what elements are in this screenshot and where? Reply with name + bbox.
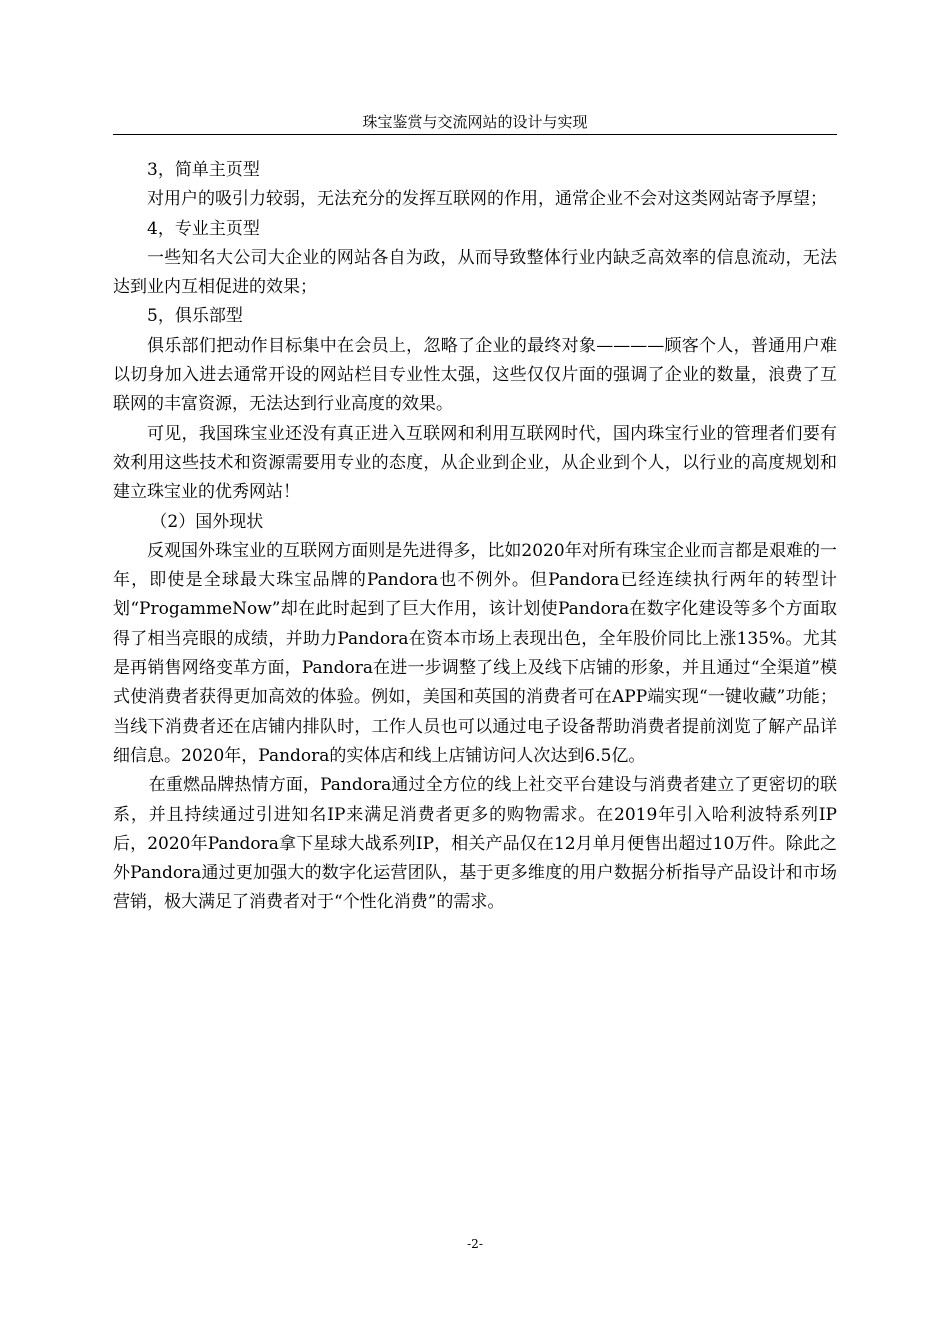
heading-foreign-status: （2）国外现状 xyxy=(150,511,264,532)
page-header xyxy=(113,110,837,135)
paragraph-pandora-digital: 反观国外珠宝业的互联网方面则是先进得多，比如2020年对所有珠宝企业而言都是艰难的一年，即使是全球最大珠宝品牌的Pandora也不例外。但Pandora已经连续执行两年的转型计划“ProgammeNow”却在此时起到了巨大作用，该计划使Pandora在数字化建设等多个方面取得了相当亮眼的成绩，并助力Pandora在资本市场上表现出色，全年股价同比上涨135%。尤其是再销售网络变革方面，Pandora在进一步调整了线上及线下店铺的形象，并且通过“全渠道”模式使消费者获得更加高效的体验。例如，美国和英国的消费者可在APP端实现“一键收藏”功能；当线下消费者还在店铺内排队时，工作人员也可以通过电子设备帮助消费者提前浏览了解产品详细信息。2020年，Pandora的实体店和线上店铺访问人次达到6.5亿。 xyxy=(113,540,837,766)
paragraph-simple-homepage: 对用户的吸引力较弱，无法充分的发挥互联网的作用，通常企业不会对这类网站寄予厚望； xyxy=(147,189,827,210)
heading-simple-homepage: 3，简单主页型 xyxy=(147,160,260,180)
paragraph-domestic-conclusion: 可见，我国珠宝业还没有真正进入互联网和利用互联网时代，国内珠宝行业的管理者们要有效利用这些技术和资源需要用专业的态度，从企业到企业，从企业到个人，以行业的高度规划和建立珠宝业的优秀网站！ xyxy=(113,423,837,503)
paragraph-professional-homepage: 一些知名大公司大企业的网站各自为政，从而导致整体行业内缺乏高效率的信息流动，无法达到业内互相促进的效果； xyxy=(113,247,837,298)
paragraph-club-type: 俱乐部们把动作目标集中在会员上，忽略了企业的最终对象————顾客个人，普通用户难以切身加入进去通常开设的网站栏目专业性太强，这些仅仅片面的强调了企业的数量，浪费了互联网的丰富资源，无法达到行业高度的效果。 xyxy=(113,335,837,415)
page-number: -2- xyxy=(467,1237,483,1251)
header-title: 珠宝鉴赏与交流网站的设计与实现 xyxy=(362,113,588,131)
paragraph-pandora-brand: 在重燃品牌热情方面，Pandora通过全方位的线上社交平台建设与消费者建立了更密切的联系，并且持续通过引进知名IP来满足消费者更多的购物需求。在2019年引入哈利波特系列IP后，2020年Pandora拿下星球大战系列IP，相关产品仅在12月单月便售出超过10万件。除此之外Pandora通过更加强大的数字化运营团队，基于更多维度的用户数据分析指导产品设计和市场营销，极大满足了消费者对于“个性化消费”的需求。 xyxy=(113,775,837,913)
heading-club-type: 5，俱乐部型 xyxy=(147,306,243,327)
heading-professional-homepage: 4，专业主页型 xyxy=(147,218,260,239)
document-body xyxy=(113,156,837,918)
